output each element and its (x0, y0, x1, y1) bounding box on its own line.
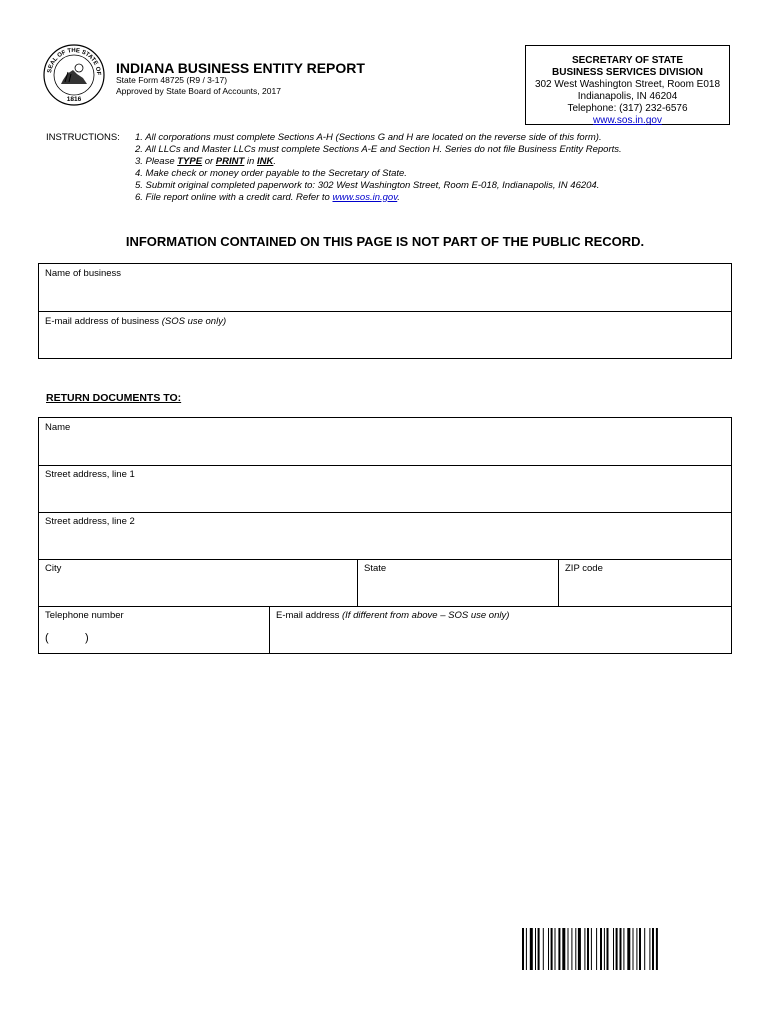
sos-line-2: BUSINESS SERVICES DIVISION (552, 67, 703, 78)
barcode-bar (522, 928, 524, 970)
return-email-field[interactable] (276, 626, 725, 650)
form-approval: Approved by State Board of Accounts, 2017 (116, 86, 281, 96)
sos-website-link[interactable]: www.sos.in.gov (593, 115, 662, 126)
instruction-item-3: 3. Please TYPE or PRINT in INK. (135, 155, 276, 167)
barcode-bar (578, 928, 581, 970)
instruction-item-4: 4. Make check or money order payable to the Secretary of State. (135, 167, 407, 179)
zip-cell (559, 559, 731, 606)
barcode-bar (623, 928, 624, 970)
instruction-item-1: 1. All corporations must complete Sections A-H (Sections G and H are located on the reverse side of this form). (135, 132, 602, 143)
state-cell (358, 559, 558, 606)
business-email-field[interactable] (45, 332, 719, 356)
instruction-item-6: 6. File report online with a credit card. Refer to www.sos.in.gov. (135, 191, 400, 203)
barcode-bar (568, 928, 569, 970)
street-line-1-label: Street address, line 1 (45, 469, 135, 480)
barcode-bar (530, 928, 533, 970)
return-name-cell (39, 418, 731, 465)
barcode-bar (526, 928, 527, 970)
return-email-label: E-mail address (If different from above – SOS use only) (276, 610, 510, 621)
state-label: State (364, 563, 387, 574)
city-label: City (45, 563, 62, 574)
street-line-1-cell (39, 465, 731, 512)
barcode-bar (558, 928, 560, 970)
zip-label: ZIP code (565, 563, 603, 574)
street-line-2-field[interactable] (45, 532, 719, 556)
barcode-bar (543, 928, 544, 970)
barcode-bar (649, 928, 650, 970)
form-number: State Form 48725 (R9 / 3-17) (116, 75, 228, 85)
street-line-1-field[interactable] (45, 485, 719, 509)
barcode-bar (555, 928, 556, 970)
sos-telephone: Telephone: (317) 232-6576 (567, 103, 688, 114)
barcode-bar (644, 928, 645, 970)
sos-address: 302 West Washington Street, Room E018 (534, 79, 721, 90)
business-name-field[interactable] (45, 284, 719, 308)
area-code-close-paren: ) (85, 632, 89, 644)
return-documents-heading: RETURN DOCUMENTS TO: (46, 392, 182, 404)
barcode-bar (548, 928, 549, 970)
barcode-bar (613, 928, 614, 970)
public-record-notice: INFORMATION CONTAINED ON THIS PAGE IS NOT PART OF THE PUBLIC RECORD. (125, 234, 645, 249)
instructions-list (135, 132, 622, 203)
seal-top-text: SEAL OF THE STATE OF (47, 47, 102, 76)
barcode-bar (562, 928, 565, 970)
barcode-icon (522, 928, 710, 970)
telephone-label: Telephone number (45, 610, 124, 621)
business-name-label: Name of business (45, 268, 122, 279)
business-name-cell (39, 264, 731, 312)
barcode-bar (639, 928, 641, 970)
area-code-open-paren: ( (45, 632, 49, 644)
barcode-bar (636, 928, 637, 970)
barcode-bar (633, 928, 634, 970)
barcode-bar (587, 928, 589, 970)
state-field[interactable] (364, 579, 553, 603)
return-name-field[interactable] (45, 438, 719, 462)
barcode-bar (535, 928, 536, 970)
barcode-bar (607, 928, 609, 970)
barcode-bar (656, 928, 658, 970)
barcode-bar (627, 928, 630, 970)
barcode-bar (551, 928, 553, 970)
form-title: INDIANA BUSINESS ENTITY REPORT (116, 60, 365, 76)
return-email-cell (270, 606, 731, 653)
return-name-label: Name (45, 422, 71, 433)
barcode-bar (591, 928, 592, 970)
business-email-label: E-mail address of business (SOS use only) (45, 316, 227, 327)
street-line-2-label: Street address, line 2 (45, 516, 135, 527)
zip-field[interactable] (565, 579, 729, 603)
street-line-2-cell (39, 512, 731, 559)
instruction-item-2: 2. All LLCs and Master LLCs must complete Sections A-E and Section H. Series do not file Business Entity Reports. (135, 143, 622, 155)
barcode-bar (584, 928, 585, 970)
business-email-cell (39, 312, 731, 358)
state-seal-icon (43, 44, 105, 106)
barcode-bar (538, 928, 540, 970)
sos-city: Indianapolis, IN 46204 (577, 91, 678, 102)
city-field[interactable] (45, 579, 349, 603)
instructions-label: INSTRUCTIONS: (46, 132, 120, 143)
telephone-cell (39, 606, 269, 653)
instruction-item-5: 5. Submit original completed paperwork to: 302 West Washington Street, Room E-018, Indianapolis, IN 46204. (135, 179, 600, 191)
barcode-bar (620, 928, 622, 970)
barcode-bar (652, 928, 654, 970)
barcode-bar (596, 928, 597, 970)
return-documents-box (38, 417, 732, 654)
barcode-bar (600, 928, 602, 970)
seal-year: 1816 (66, 96, 82, 103)
barcode-bar (571, 928, 572, 970)
business-info-box (38, 263, 732, 359)
barcode-bar (616, 928, 618, 970)
city-cell (39, 559, 357, 606)
barcode-bar (575, 928, 576, 970)
secretary-of-state-box (525, 45, 730, 125)
barcode-bar (604, 928, 605, 970)
sos-line-1: SECRETARY OF STATE (571, 55, 684, 66)
instruction-website-link[interactable]: www.sos.in.gov (332, 191, 398, 203)
telephone-field[interactable] (95, 628, 264, 650)
